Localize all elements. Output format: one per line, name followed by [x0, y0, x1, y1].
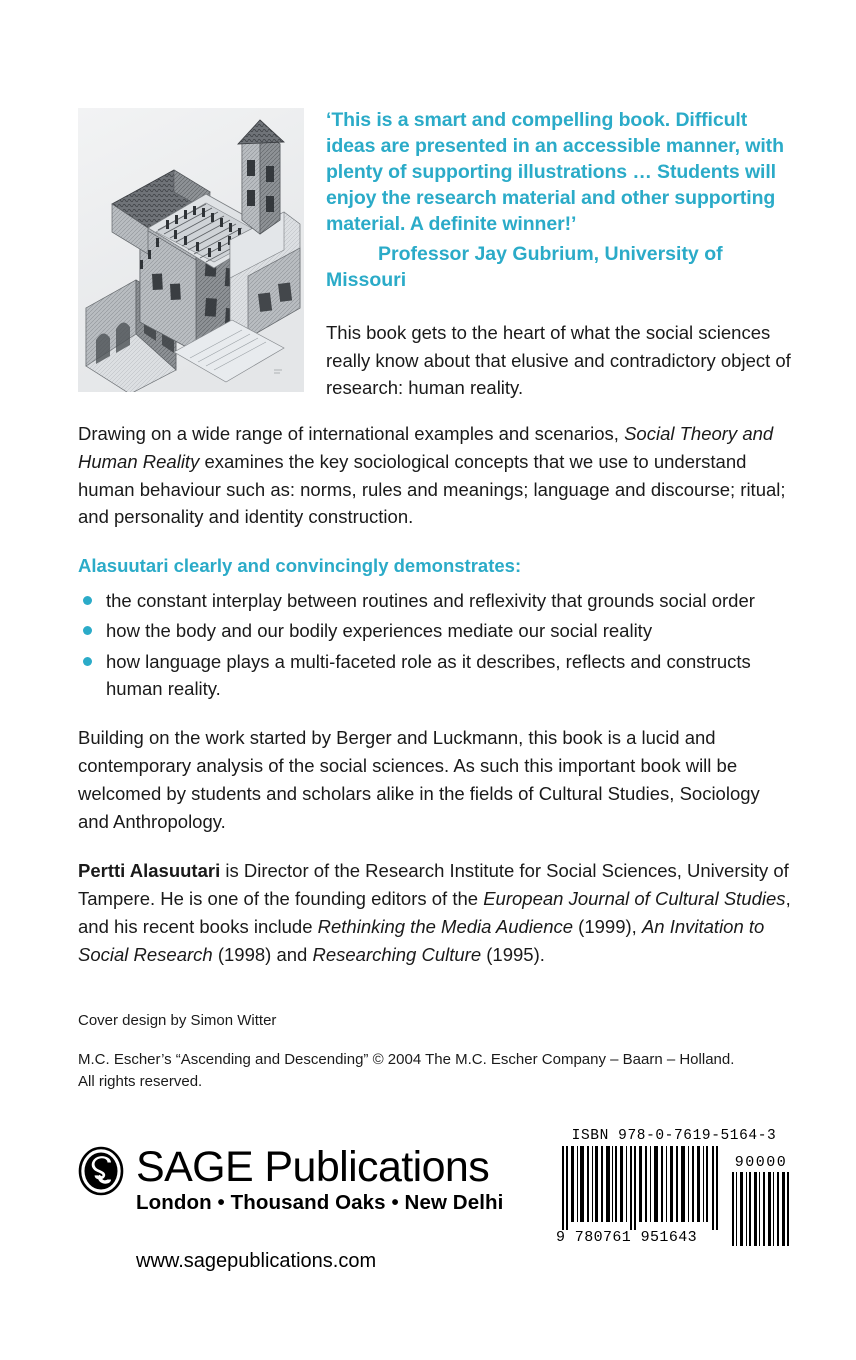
endorsement-source: Professor Jay Gubrium, University of Missouri — [326, 242, 723, 291]
endorsement-column — [326, 108, 792, 402]
paragraph-building-on: Building on the work started by Berger and Luckmann, this book is a lucid and contemporary analysis of the social sciences. As such this important book will be welcomed by students and scholars alike in the fields of Cultural Studies, Sociology and Anthropology. — [78, 727, 760, 832]
bio-seg3: (1999), — [573, 915, 642, 937]
ean13-digits: 9 780761 951643 — [556, 1229, 698, 1246]
addon-digits: 90000 — [734, 1154, 788, 1171]
para1-seg2: examines the key sociological concepts that we use to understand human behaviour such as: norms, rules and meanings; language and discourse; ritual; and personality and identity construction. — [78, 450, 786, 528]
book-title-italic: Social Theory and Human Reality — [78, 423, 774, 472]
publisher-name: SAGE Publications — [136, 1143, 490, 1191]
sage-logo-icon — [78, 1146, 124, 1196]
cover-artwork-ascending-and-descending — [78, 108, 304, 392]
ean5-addon-bars-icon — [730, 1172, 792, 1246]
bio-seg1: is Director of the Research Institute for Social Sciences, University of Tampere. He is one of the founding editors of the — [78, 860, 789, 910]
demonstrates-bullet-list — [78, 587, 792, 703]
top-block — [78, 108, 792, 402]
intro-paragraph: This book gets to the heart of what the social sciences really know about that elusive and contradictory object of research: human reality. — [326, 322, 791, 399]
list-item: how the body and our bodily experiences mediate our social reality — [78, 617, 792, 644]
escher-copyright-line-1: M.C. Escher’s “Ascending and Descending” © 2004 The M.C. Escher Company – Baarn – Holland. — [78, 1051, 735, 1069]
barcode-block — [556, 1128, 792, 1246]
escher-lithograph-illustration — [78, 108, 304, 392]
footer-block — [78, 1128, 792, 1308]
para1-seg1: Drawing on a wide range of international examples and scenarios, — [78, 423, 625, 444]
ean13-barcode — [556, 1146, 722, 1246]
book-title-3: Researching Culture — [312, 943, 482, 965]
endorsement-quote: ‘This is a smart and compelling book. Difficult ideas are presented in an accessible manner, with plenty of supporting illustrations … Students will enjoy the research material and other supporting material. A definite winner!’ — [326, 109, 784, 235]
bio-seg5: (1995). — [481, 943, 545, 965]
cover-design-credit: Cover design by Simon Witter — [78, 1012, 277, 1029]
barcode-row — [556, 1146, 792, 1246]
list-item: the constant interplay between routines and reflexivity that grounds social order — [78, 587, 792, 614]
bio-seg2: , and his recent books include — [78, 888, 791, 937]
book-title-1: Rethinking the Media Audience — [317, 915, 574, 937]
publisher-website-url: www.sagepublications.com — [136, 1250, 377, 1272]
publisher-lockup — [78, 1143, 504, 1215]
publisher-wordmark — [136, 1143, 504, 1215]
blurb-body — [78, 420, 792, 990]
list-item: how language plays a multi-faceted role as it describes, reflects and constructs human reality. — [78, 648, 792, 703]
journal-title: European Journal of Cultural Studies — [483, 888, 786, 910]
book-title-2: An Invitation to Social Research — [78, 915, 765, 965]
isbn-text: ISBN 978-0-7619-5164-3 — [571, 1128, 777, 1144]
ean13-bars-icon — [556, 1146, 722, 1230]
author-biography — [78, 857, 792, 968]
credits-block — [78, 1010, 792, 1110]
author-name: Pertti Alasuutari — [78, 860, 221, 882]
paragraph-drawing-on — [78, 420, 792, 531]
escher-copyright-line-2: All rights reserved. — [78, 1072, 203, 1090]
bio-seg4: (1998) and — [212, 943, 313, 965]
barcode-addon — [730, 1154, 792, 1246]
demonstrates-heading: Alasuutari clearly and convincingly demonstrates: — [78, 555, 522, 576]
publisher-cities: London • Thousand Oaks • New Delhi — [136, 1191, 504, 1215]
